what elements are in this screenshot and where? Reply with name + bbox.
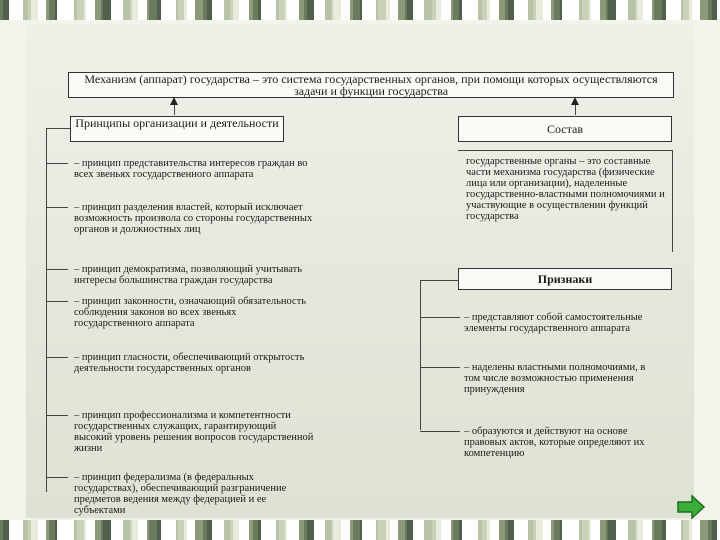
next-slide-button[interactable]: [676, 494, 706, 520]
features-bracket-top: [420, 280, 458, 281]
principle-item: – принцип федерализма (в федеральных государствах), обеспечивающий разграничение предметов ведения между федерацией и ее субъектами: [74, 472, 287, 516]
principle-item: – принцип демократизма, позволяющий учитывать интересы большинства граждан государства: [74, 264, 303, 286]
definition-text: Механизм (аппарат) государства – это система государственных органов, при помощи которых осуществляются задачи и функции государства: [84, 72, 658, 98]
principles-bracket-top: [46, 128, 70, 129]
principles-bracket-line: [46, 128, 47, 492]
arrow-left-head: [170, 97, 178, 105]
features-header: [458, 268, 672, 290]
principle-connector: [46, 357, 68, 358]
feature-connector: [420, 317, 460, 318]
features-bracket-line: [420, 280, 421, 430]
principle-item: – принцип профессионализма и компетентности государственных служащих, гарантирующий высокий уровень решения вопросов государственной жизни: [74, 410, 314, 454]
principle-connector: [46, 163, 68, 164]
principle-item: – принцип гласности, обеспечивающий открытость деятельности государственных органов: [74, 352, 305, 374]
principle-connector: [46, 301, 68, 302]
composition-bracket: [672, 150, 673, 252]
composition-header: [458, 116, 672, 142]
features-header-text: Признаки: [537, 272, 593, 286]
feature-connector: [420, 431, 460, 432]
composition-bracket-top: [458, 150, 672, 151]
feature-item: – образуются и действуют на основе правовых актов, которые определяют их компетенцию: [464, 426, 645, 459]
decorative-stripes-top: [0, 0, 720, 20]
feature-item: – наделены властными полномочиями, в том числе возможностью применения принуждения: [464, 362, 646, 395]
principle-connector: [46, 415, 68, 416]
arrow-left-shaft: [174, 104, 175, 115]
principle-item: – принцип представительства интересов граждан во всех звеньях государственного аппарата: [74, 158, 308, 180]
arrow-right-icon: [676, 494, 706, 520]
principles-header: [70, 116, 284, 142]
principle-connector: [46, 269, 68, 270]
feature-item: – представляют собой самостоятельные элементы государственного аппарата: [464, 312, 643, 334]
principle-item: – принцип разделения властей, который исключает возможность произвола со стороны государственных органов и должностных лиц: [74, 202, 313, 235]
composition-text: государственные органы – это составные части механизма государства (физические лица или организации), наделенные государственно-властными полномочиями и участвующие в осуществлении функций государства: [466, 156, 665, 222]
principle-item: – принцип законности, означающий обязательность соблюдения законов во всех звеньях государственного аппарата: [74, 296, 307, 329]
arrow-right-shaft: [575, 104, 576, 115]
arrow-right-head: [571, 97, 579, 105]
principles-header-text: Принципы организации и деятельности: [75, 116, 279, 130]
principle-connector: [46, 477, 68, 478]
feature-connector: [420, 367, 460, 368]
definition-box: [68, 72, 674, 98]
principle-connector: [46, 207, 68, 208]
composition-header-text: Состав: [546, 122, 583, 136]
decorative-stripes-bottom: [0, 520, 720, 540]
